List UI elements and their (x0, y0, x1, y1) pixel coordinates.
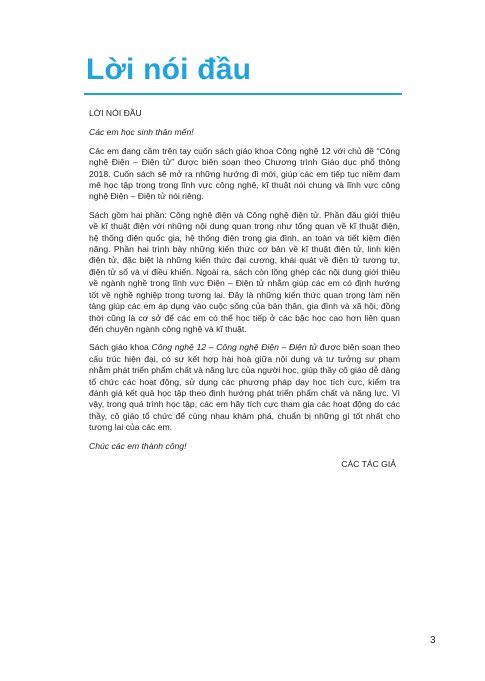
greeting: Các em học sinh thân mến! (89, 127, 194, 138)
page-title: Lời nói đầu (86, 53, 252, 86)
paragraph-2: Sách gồm hai phần: Công nghệ điện và Công nghệ điện tử. Phần đầu giới thiệu về kĩ thuật điện với những nội dung quan trọng như tổng quan về kĩ thuật điện, hệ thống điện quốc gia, hệ thống điện trong gia đình, an toàn và tiết kiệm điện năng. Phần hai trình bày những kiến thức cơ bản về kĩ thuật điện tử, linh kiện điện tử, đặc biệt là những kiến thức đại cương, khái quát về điện tử tương tự, điện tử số và vi điều khiển. Ngoài ra, sách còn lồng ghép các nội dung giới thiệu về ngành nghề trong lĩnh vực Điện – Điện tử nhằm giúp các em có định hướng tốt về nghề nghiệp trong tương lai. Đây là những kiến thức quan trọng làm nền tảng giúp các em áp dụng vào cuộc sống của bản thân, gia đình và xã hội, đồng thời cũng là cơ sở để các em có thể học tiếp ở các bậc học cao hơn liên quan đến chuyên ngành công nghệ và kĩ thuật. (89, 209, 400, 334)
section-heading: LỜI NÓI ĐẦU (89, 108, 142, 118)
paragraph-3 (89, 342, 400, 433)
closing-line: Chúc các em thành công! (89, 440, 187, 451)
paragraph-3-rest: được biên soạn theo cấu trúc hiện đại, có sự kết hợp hài hoà giữa nội dung và tư tưởng sư phạm nhằm phát triển phẩm chất và năng lực của người học, giúp thầy cô giáo dễ dàng tổ chức các hoạt động, sử dụng các phương pháp dạy học tích cực, kiểm tra đánh giá kết quả học tập theo định hướng phát triển phẩm chất và năng lực. Vì vậy, trong quá trình học tập, các em hãy tích cực tham gia các hoạt động do các thầy, cô giáo tổ chức để cùng nhau khám phá, chuẩn bị những gì tốt nhất cho tương lai của các em. (89, 342, 400, 433)
title-rule (84, 93, 402, 95)
paragraph-3-prefix: Sách giáo khoa (89, 342, 152, 353)
book-title: Công nghệ 12 – Công nghệ Điện – Điện tử (151, 342, 318, 353)
paragraph-1: Các em đang cầm trên tay cuốn sách giáo khoa Công nghệ 12 với chủ đề “Công nghệ Điện – Điện tử” được biên soạn theo Chương trình Giáo dục phổ thông 2018. Cuốn sách sẽ mở ra những hướng đi mới, giúp các em tiếp tục niềm đam mê học tập trong trong lĩnh vực công nghệ, kĩ thuật nói chung và lĩnh vực công nghệ Điện – Điện tử nói riêng. (89, 145, 400, 202)
signature: CÁC TÁC GIẢ (341, 458, 396, 469)
page-number: 3 (430, 635, 436, 646)
body-text (89, 108, 400, 477)
